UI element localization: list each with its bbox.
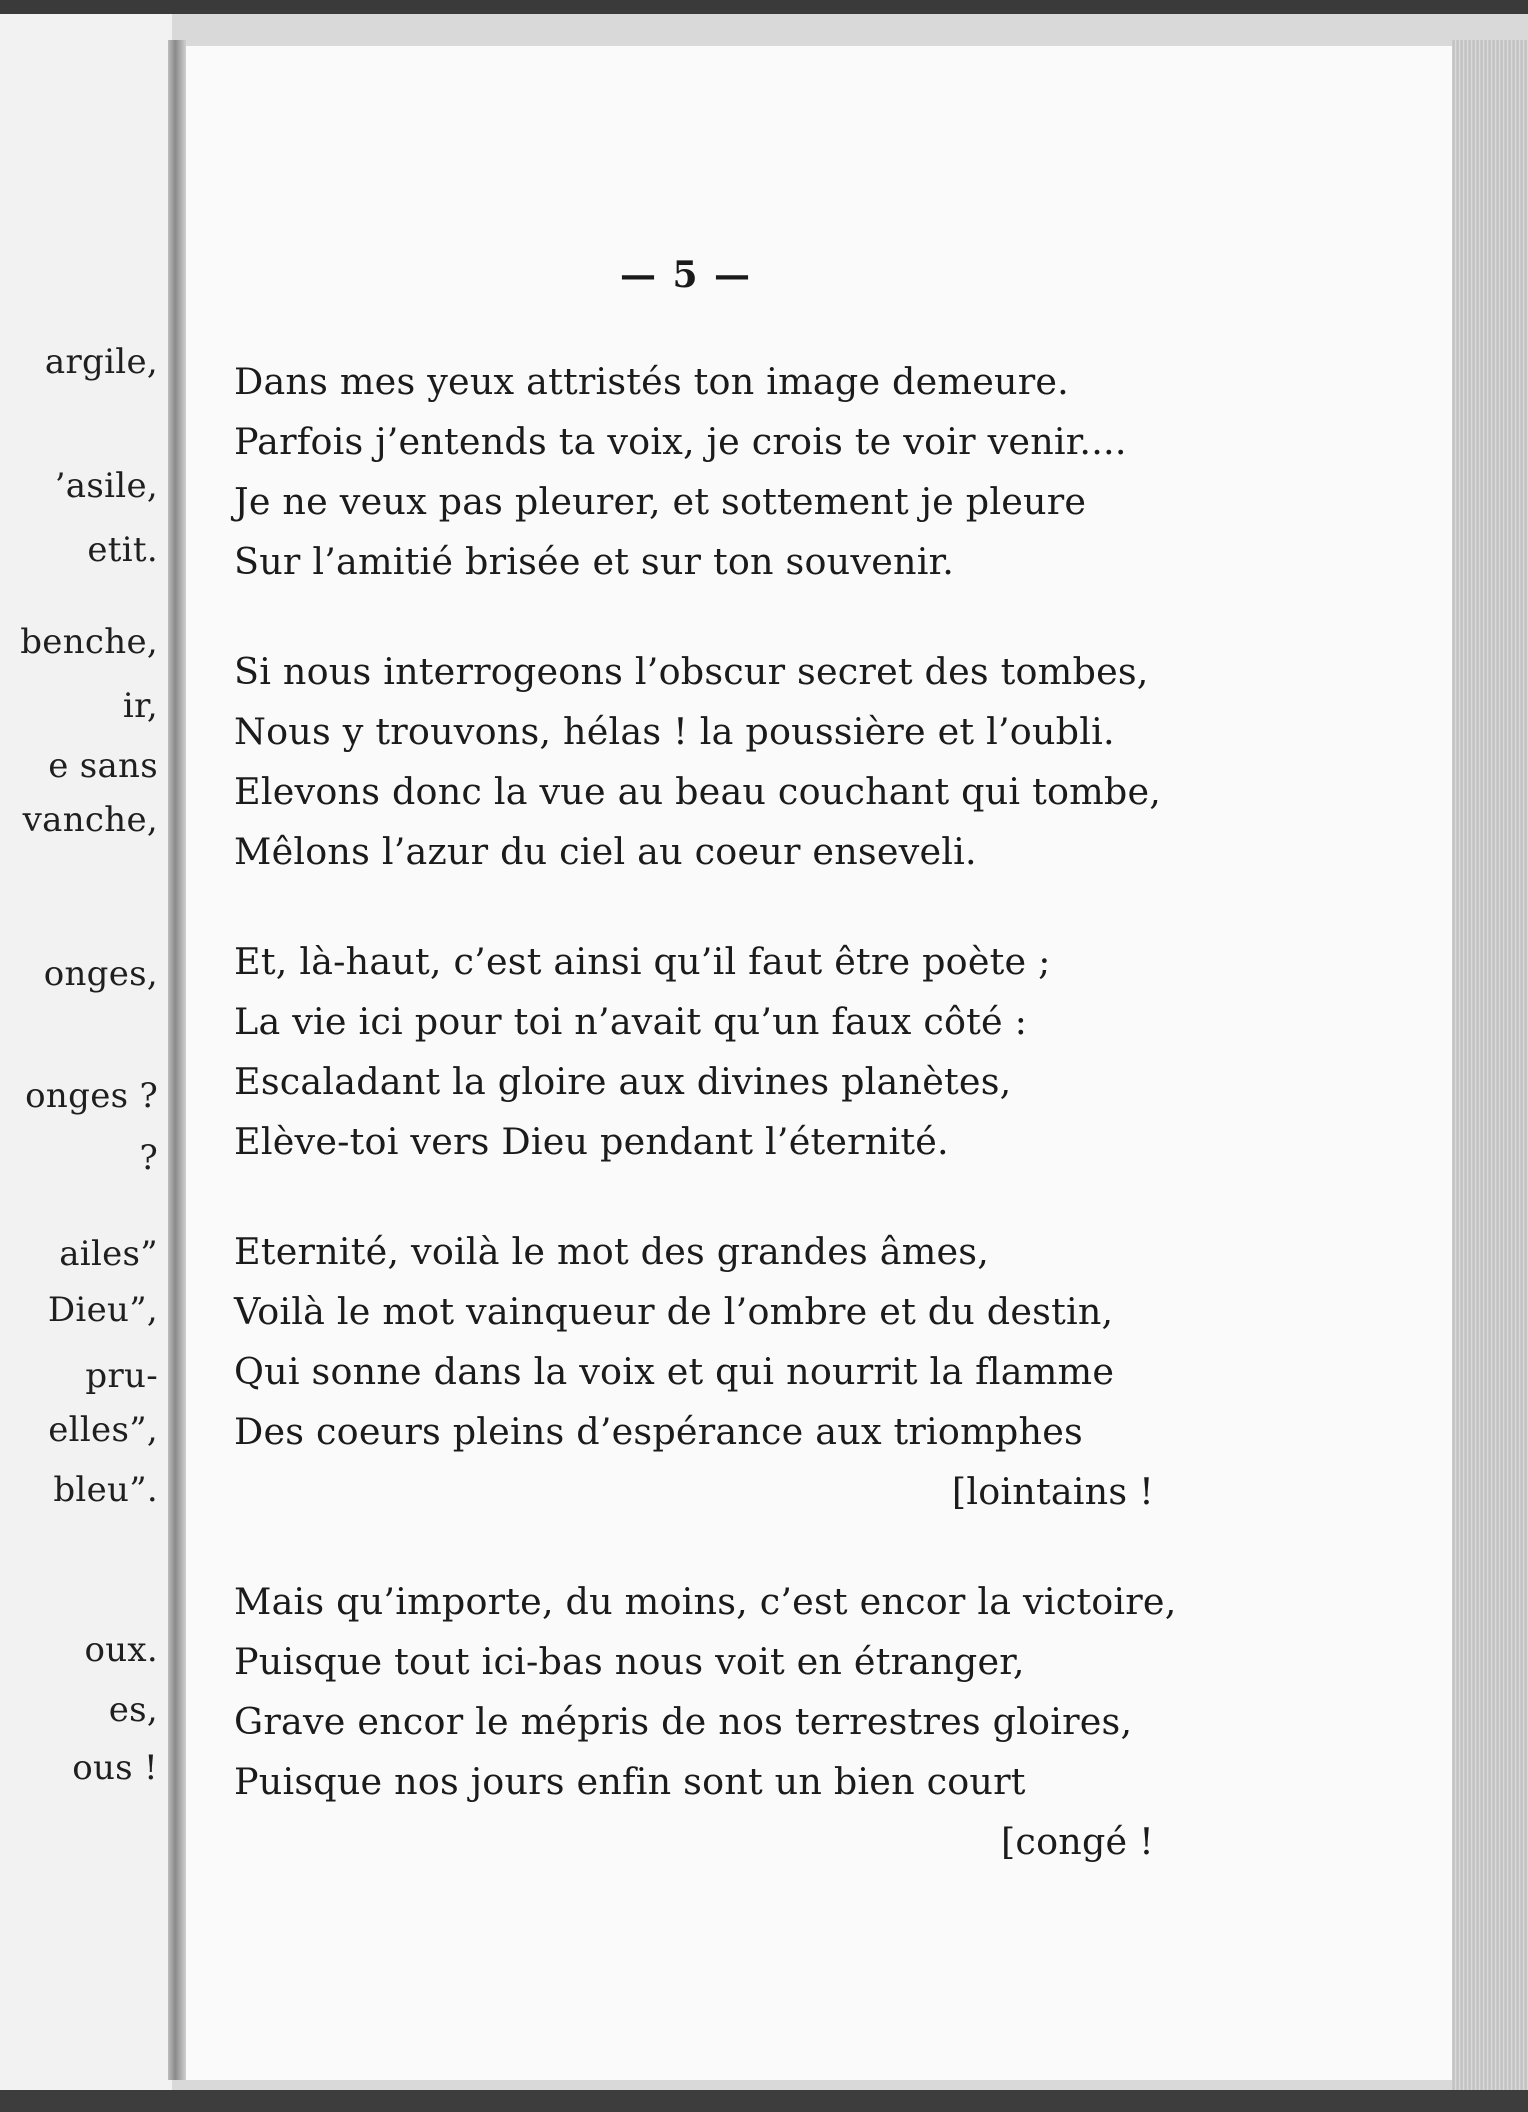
left-page-line-fragment: ailes”: [59, 1234, 158, 1274]
verse: Eternité, voilà le mot des grandes âmes,: [234, 1230, 990, 1273]
left-page-line-fragment: Dieu”,: [47, 1290, 158, 1330]
left-page-line-fragment: onges ?: [25, 1076, 158, 1116]
stanza: [234, 932, 1154, 1172]
verse: Parfois j’entends ta voix, je crois te voir venir....: [234, 420, 1127, 463]
verse: Dans mes yeux attristés ton image demeure.: [234, 360, 1069, 403]
verse-continuation: [lointains !: [951, 1470, 1154, 1513]
left-page-line-fragment: etit.: [87, 530, 158, 570]
left-page-line-fragment: ’asile,: [54, 466, 158, 506]
left-page-line-fragment: e sans: [48, 746, 158, 786]
verse: Si nous interrogeons l’obscur secret des tombes,: [234, 650, 1149, 693]
verse: Elevons donc la vue au beau couchant qui tombe,: [234, 770, 1162, 813]
left-page-line-fragment: bleu”.: [53, 1470, 158, 1510]
left-page-line-fragment: argile,: [44, 342, 158, 382]
verse: La vie ici pour toi n’avait qu’un faux côté :: [234, 1000, 1028, 1043]
page-edge: [1452, 40, 1528, 2090]
book-top-edge: [0, 0, 1528, 14]
left-page: [0, 14, 172, 2090]
verse: Puisque nos jours enfin sont un bien court: [234, 1760, 1026, 1803]
left-page-line-fragment: benche,: [20, 622, 158, 662]
verse: Et, là-haut, c’est ainsi qu’il faut être poète ;: [234, 940, 1051, 983]
left-page-line-fragment: oux.: [84, 1630, 158, 1670]
verse: Escaladant la gloire aux divines planètes,: [234, 1060, 1012, 1103]
verse-continuation: [congé !: [1000, 1820, 1154, 1863]
verse: Elève-toi vers Dieu pendant l’éternité.: [234, 1120, 949, 1163]
verse: Mêlons l’azur du ciel au coeur enseveli.: [234, 830, 977, 873]
stanza: [234, 642, 1162, 882]
book-bottom-edge: [0, 2090, 1528, 2112]
left-page-line-fragment: ?: [139, 1138, 158, 1178]
left-page-line-fragment: pru-: [85, 1356, 158, 1396]
verse: Voilà le mot vainqueur de l’ombre et du destin,: [234, 1290, 1114, 1333]
verse: Des coeurs pleins d’espérance aux triomphes: [234, 1410, 1083, 1453]
stanza: [234, 352, 1154, 592]
left-page-line-fragment: ir,: [122, 686, 158, 726]
left-page-line-fragment: es,: [108, 1690, 158, 1730]
book-gutter: [168, 40, 186, 2080]
left-page-line-fragment: ous !: [72, 1748, 158, 1788]
verse: Puisque tout ici-bas nous voit en étranger,: [234, 1640, 1025, 1683]
verse: Qui sonne dans la voix et qui nourrit la flamme: [234, 1350, 1115, 1393]
verse: Je ne veux pas pleurer, et sottement je pleure: [234, 480, 1087, 523]
left-page-line-fragment: elles”,: [48, 1410, 158, 1450]
verse: Nous y trouvons, hélas ! la poussière et l’oubli.: [234, 710, 1115, 753]
left-page-line-fragment: onges,: [43, 954, 158, 994]
stanza: [234, 1222, 1154, 1522]
page-number: — 5 —: [619, 254, 753, 296]
verse: Mais qu’importe, du moins, c’est encor la victoire,: [234, 1580, 1177, 1623]
poem: [234, 352, 1177, 1922]
stanza: [234, 1572, 1177, 1872]
verse: Sur l’amitié brisée et sur ton souvenir.: [234, 540, 955, 583]
verse: Grave encor le mépris de nos terrestres gloires,: [234, 1700, 1133, 1743]
left-page-line-fragment: vanche,: [22, 800, 158, 840]
